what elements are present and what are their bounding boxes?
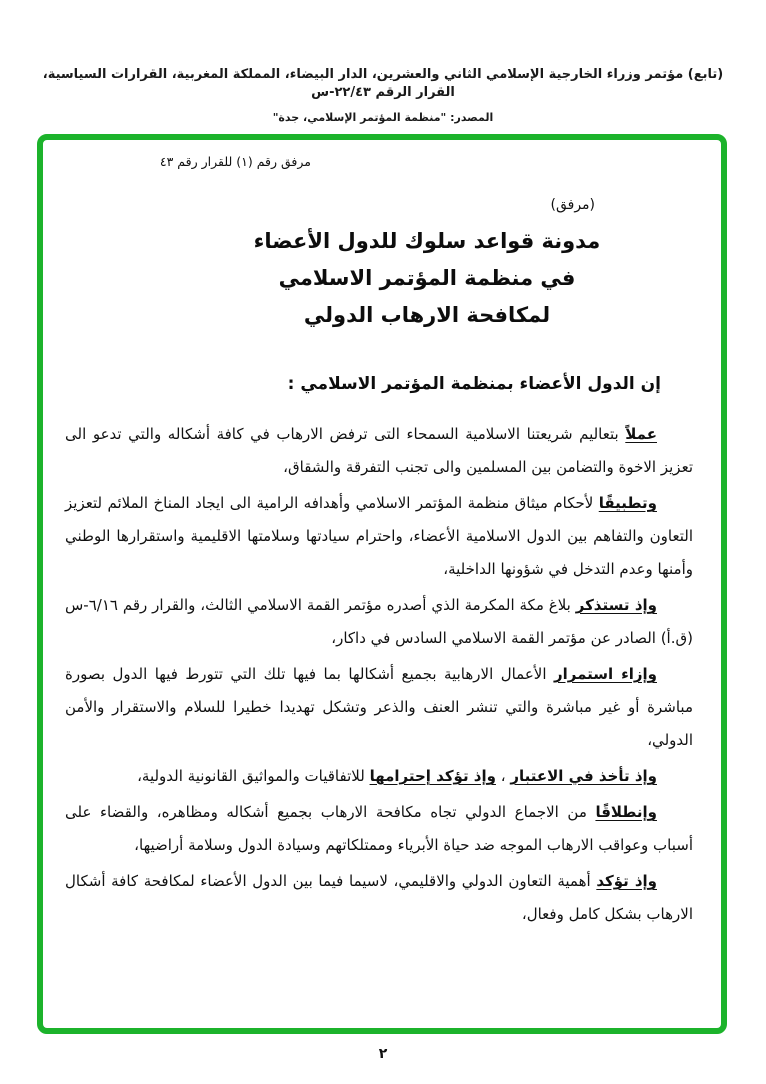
page-header [0,66,766,124]
lead-phrase: عملاً [625,425,657,443]
paragraph [65,487,693,586]
title-line-2: في منظمة المؤتمر الاسلامي [278,266,576,290]
title-line-3: لمكافحة الارهاب الدولي [303,303,551,327]
paragraph [65,865,693,931]
paragraph-text: الأعمال الارهابية بجميع أشكالها بما فيها تلك التي تتورط فيها الدول بصورة مباشرة أو غير مباشرة والتي تنشر العنف والذعر وتشكل تهديدا خطيرا للسلام والاستقرار والأمن الدولي، [65,665,693,749]
annex-label: مرفق رقم (١) للقرار رقم ٤٣ [159,154,311,169]
lead-phrase: وإذ تؤكد إحترامها [369,767,496,785]
paragraph [65,418,693,484]
preamble-paragraphs [65,418,693,931]
header-source-line: (تابع) مؤتمر وزراء الخارجية الإسلامي الثاني والعشرين، الدار البيضاء، المملكة المغربية، القرارات السياسية، القرار الرقم ٢٢/٤٣-س [42,67,724,100]
document-frame [37,134,727,1034]
header-publisher-line: المصدر: "منظمة المؤتمر الإسلامي، جدة" [272,111,494,124]
paragraph-text: بلاغ مكة المكرمة الذي أصدره مؤتمر القمة الاسلامي الثالث، والقرار رقم ٦/١٦-س (ق.أ) الصادر عن مؤتمر القمة الاسلامي السادس في داكار، [65,596,693,647]
paragraph-text: للاتفاقيات والمواثيق القانونية الدولية، [137,767,370,785]
attachment-label: (مرفق) [550,197,595,213]
paragraph [65,589,693,655]
paragraph [65,658,693,757]
paragraph [65,796,693,862]
document-title [113,223,727,334]
lead-phrase: وإذ تأخذ في الاعتبار [510,767,657,785]
lead-phrase: وإذ تؤكد [596,872,657,890]
lead-phrase: وإزاء استمرار [553,665,657,683]
paragraph-text: أهمية التعاون الدولي والاقليمي، لاسيما فيما بين الدول الأعضاء لمكافحة كافة أشكال الارهاب بشكل كامل وفعال، [65,872,693,923]
paragraph-text: لأحكام ميثاق منظمة المؤتمر الاسلامي وأهدافه الرامية الى ايجاد المناخ الملائم لتعزيز التعاون والتفاهم بين الدول الاسلامية الأعضاء، واحترام سيادتها وسلامتها الاقليمية واستقرارها الوطني وأمنها وعدم التدخل في شؤونها الداخلية، [65,494,693,578]
page-number: ٢ [378,1046,388,1062]
preamble-opening: إن الدول الأعضاء بمنظمة المؤتمر الاسلامي : [287,374,661,394]
lead-phrase: وتطبيقًا [598,494,657,512]
paragraph-text: ، [495,767,511,785]
title-line-1: مدونة قواعد سلوك للدول الأعضاء [253,229,601,253]
paragraph-text: من الاجماع الدولي تجاه مكافحة الارهاب بجميع أشكاله ومظاهره، والقضاء على أسباب وعواقب الارهاب الموجه ضد حياة الأبرياء وممتلكاتهم وسيادة الدول وسلامة أراضيها، [65,803,693,854]
lead-phrase: وإذ تستذكر [575,596,657,614]
lead-phrase: وإنطلاقًا [595,803,657,821]
paragraph [65,760,693,793]
paragraph-text: بتعاليم شريعتنا الاسلامية السمحاء التى ترفض الارهاب في كافة أشكاله والتي تدعو الى تعزيز الاخوة والتضامن بين المسلمين والى تجنب التفرقة والشقاق، [65,425,693,476]
